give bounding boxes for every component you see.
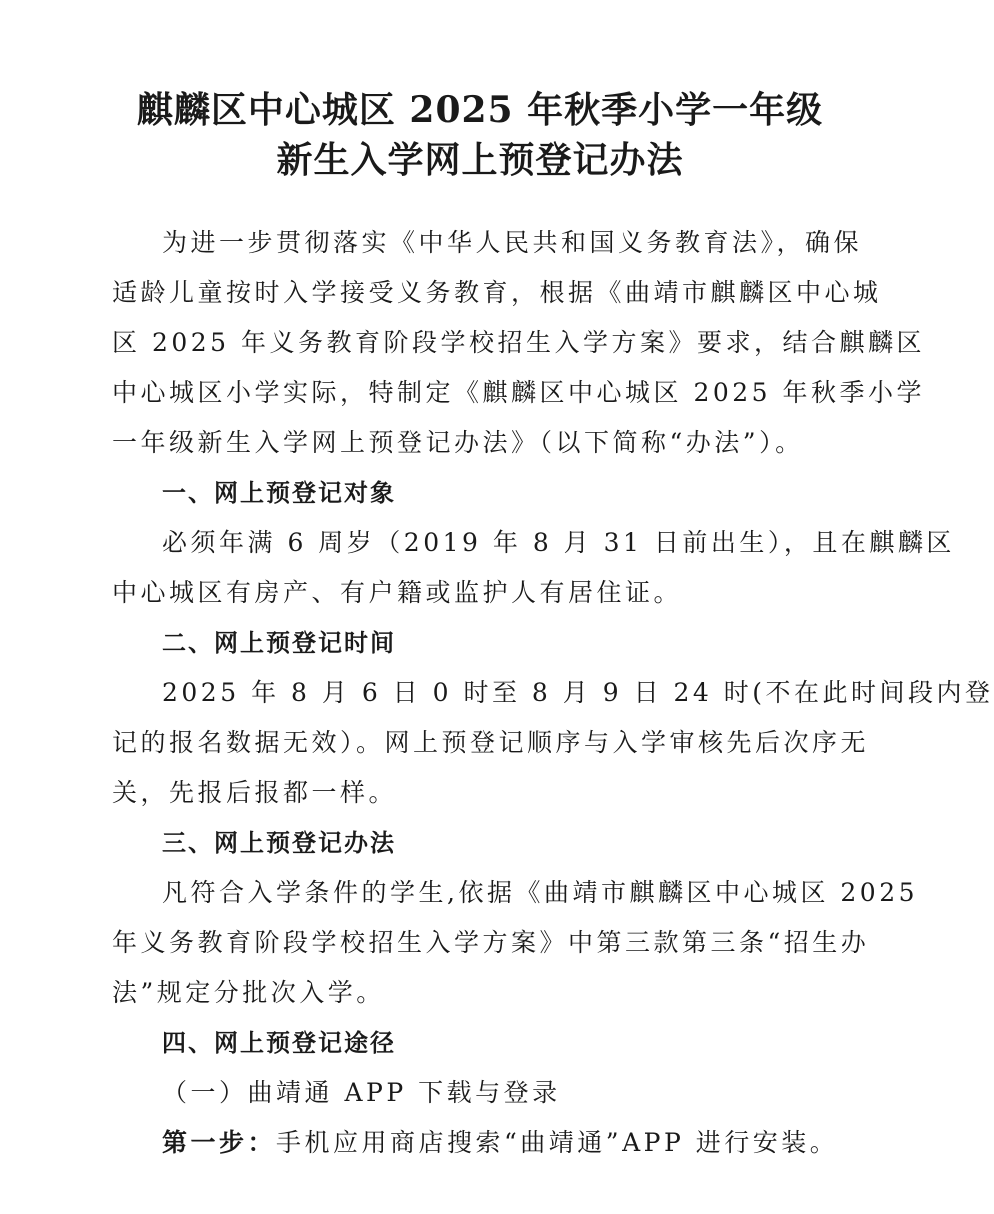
section-4-heading: 四、网上预登记途径 — [162, 1029, 396, 1057]
section-3-line: 年义务教育阶段学校招生入学方案》中第三款第三条“招生办 — [112, 928, 870, 957]
intro-line: 区 2025 年义务教育阶段学校招生入学方案》要求，结合麒麟区 — [112, 328, 926, 357]
step-1-label: 第一步： — [162, 1128, 277, 1157]
section-2-line: 2025 年 8 月 6 日 0 时至 8 月 9 日 24 时(不在此时间段内登 — [162, 678, 994, 707]
step-1-text: 手机应用商店搜索“曲靖通”APP 进行安装。 — [276, 1128, 839, 1157]
section-2-line: 关，先报后报都一样。 — [112, 778, 398, 807]
section-4-subheading: （一）曲靖通 APP 下载与登录 — [162, 1078, 561, 1107]
section-2-heading: 二、网上预登记时间 — [162, 629, 396, 657]
section-1-heading: 一、网上预登记对象 — [162, 479, 396, 507]
section-3-line: 凡符合入学条件的学生,依据《曲靖市麒麟区中心城区 2025 — [162, 878, 919, 907]
document-title-line-2: 新生入学网上预登记办法 — [276, 139, 684, 181]
intro-line: 中心城区小学实际，特制定《麒麟区中心城区 2025 年秋季小学 — [112, 378, 926, 407]
section-4-step-1 — [162, 1126, 842, 1160]
section-3-line: 法”规定分批次入学。 — [112, 978, 385, 1007]
section-1-line: 中心城区有房产、有户籍或监护人有居住证。 — [112, 578, 683, 607]
document-title-line-1: 麒麟区中心城区 2025 年秋季小学一年级 — [136, 89, 824, 131]
intro-line: 一年级新生入学网上预登记办法》（以下简称“办法”）。 — [112, 428, 804, 457]
intro-line: 适龄儿童按时入学接受义务教育，根据《曲靖市麒麟区中心城 — [112, 278, 882, 307]
section-2-line: 记的报名数据无效）。网上预登记顺序与入学审核先后次序无 — [112, 728, 870, 757]
section-1-line: 必须年满 6 周岁（2019 年 8 月 31 日前出生），且在麒麟区 — [162, 528, 955, 557]
section-3-heading: 三、网上预登记办法 — [162, 829, 396, 857]
intro-line: 为进一步贯彻落实《中华人民共和国义务教育法》，确保 — [162, 228, 863, 257]
